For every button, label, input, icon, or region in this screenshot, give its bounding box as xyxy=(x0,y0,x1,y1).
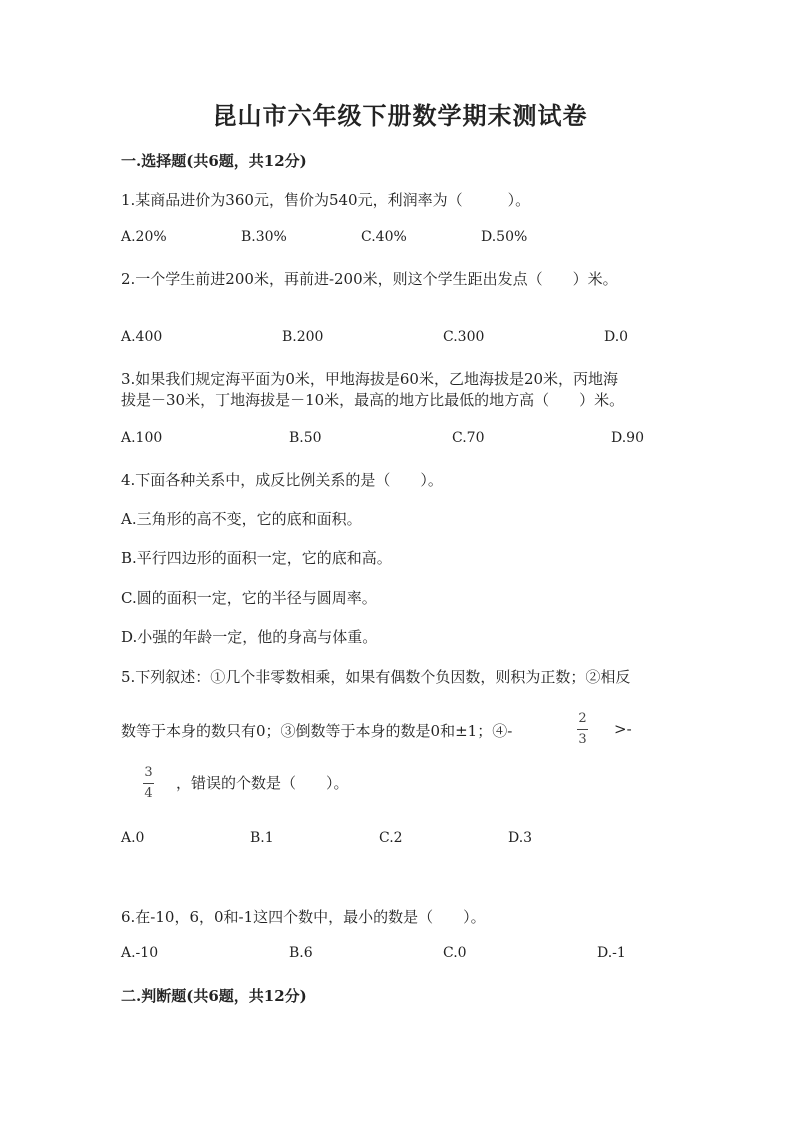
fraction-bar xyxy=(577,729,588,730)
q6-option-a: A.-10 xyxy=(121,945,159,961)
question-2: 2.一个学生前进200米，再前进-200米，则这个学生距出发点（ ）米。 xyxy=(121,270,618,288)
q1-option-a: A.20% xyxy=(121,229,167,245)
section-heading-judgement: 二.判断题(共6题，共12分) xyxy=(121,987,307,1005)
fraction-denominator: 3 xyxy=(578,732,587,747)
fraction-two-thirds xyxy=(577,710,588,749)
fraction-numerator: 2 xyxy=(578,711,587,726)
question-5-line-2a: 数等于本身的数只有0；③倒数等于本身的数是0和±1；④- xyxy=(121,722,513,740)
q2-option-d: D.0 xyxy=(604,329,629,345)
q1-option-c: C.40% xyxy=(361,229,407,245)
q3-option-c: C.70 xyxy=(452,430,485,446)
q1-option-d: D.50% xyxy=(481,229,528,245)
q4-option-b: B.平行四边形的面积一定，它的底和高。 xyxy=(121,549,392,567)
q2-option-c: C.300 xyxy=(443,329,485,345)
q5-option-c: C.2 xyxy=(379,830,403,846)
q5-option-a: A.0 xyxy=(121,830,145,846)
question-4: 4.下面各种关系中，成反比例关系的是（ ）。 xyxy=(121,471,443,489)
section-heading-choice: 一.选择题(共6题，共12分) xyxy=(121,152,307,170)
fraction-three-quarters xyxy=(143,764,154,803)
q2-option-a: A.400 xyxy=(121,329,163,345)
q6-option-b: B.6 xyxy=(289,945,313,961)
q3-option-b: B.50 xyxy=(289,430,322,446)
fraction-numerator: 3 xyxy=(144,765,153,780)
fraction-denominator: 4 xyxy=(144,786,153,801)
q5-option-b: B.1 xyxy=(250,830,274,846)
q4-option-d: D.小强的年龄一定，他的身高与体重。 xyxy=(121,628,378,646)
q5-option-d: D.3 xyxy=(508,830,533,846)
question-5-line-2b: >- xyxy=(614,720,632,738)
page-title: 昆山市六年级下册数学期末测试卷 xyxy=(212,101,588,130)
q4-option-a: A.三角形的高不变，它的底和面积。 xyxy=(121,510,362,528)
question-5-line-3: ，错误的个数是（ ）。 xyxy=(176,774,349,792)
q3-option-d: D.90 xyxy=(611,430,644,446)
q2-option-b: B.200 xyxy=(282,329,324,345)
question-6: 6.在-10，6，0和-1这四个数中，最小的数是（ ）。 xyxy=(121,908,486,926)
q6-option-d: D.-1 xyxy=(597,945,626,961)
question-3-line-2: 拔是－30米，丁地海拔是－10米，最高的地方比最低的地方高（ ）米。 xyxy=(121,391,625,409)
q6-option-c: C.0 xyxy=(443,945,467,961)
question-5-line-1: 5.下列叙述：①几个非零数相乘，如果有偶数个负因数，则积为正数；②相反 xyxy=(121,668,631,686)
fraction-bar xyxy=(143,783,154,784)
q4-option-c: C.圆的面积一定，它的半径与圆周率。 xyxy=(121,589,377,607)
q3-option-a: A.100 xyxy=(121,430,163,446)
question-1: 1.某商品进价为360元，售价为540元，利润率为（ ）。 xyxy=(121,191,531,209)
question-3-line-1: 3.如果我们规定海平面为0米，甲地海拔是60米，乙地海拔是20米，丙地海 xyxy=(121,370,619,388)
q1-option-b: B.30% xyxy=(241,229,287,245)
